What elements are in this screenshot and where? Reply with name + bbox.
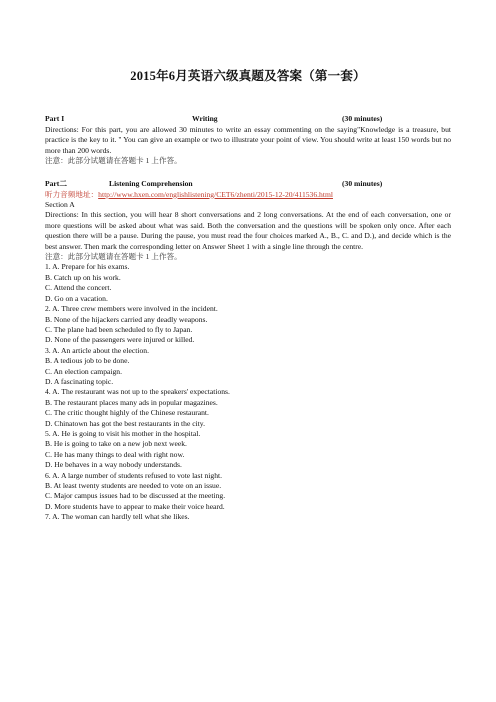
part2-time: (30 minutes) [342,178,383,188]
part1-time: (30 minutes) [342,114,383,123]
question-line: D. None of the passengers were injured or killed. [45,335,195,345]
question-line: 4. A. The restaurant was not up to the speakers' expectations. [45,387,230,397]
question-line: D. A fascinating topic. [45,376,114,386]
question-list [45,262,451,522]
question-line: C. Attend the concert. [45,283,112,293]
question-line: B. None of the hijackers carried any deadly weapons. [45,314,208,324]
audio-link[interactable]: http://www.hxen.com/englishlistening/CET6/zhenti/2015-12-20/411536.html [98,189,333,199]
page-title: 2015年6月英语六级真题及答案（第一套） [130,69,366,83]
part2-name: Listening Comprehension [109,178,193,188]
question-line: B. The restaurant places many ads in popular magazines. [45,397,218,407]
question-line: 3. A. An article about the election. [45,345,149,355]
question-line: D. Go on a vacation. [45,293,108,303]
part2-header [45,179,451,190]
question-line: B. At least twenty students are needed to vote on an issue. [45,481,222,490]
part1-note: 注意：此部分试题请在答题卡 1 上作答。 [45,156,182,166]
part1-header [45,114,451,125]
question-line: D. More students have to appear to make their voice heard. [45,501,225,511]
part1-name: Writing [192,114,218,123]
question-line: C. The plane had been scheduled to fly to Japan. [45,324,193,334]
question-line: C. An election campaign. [45,366,122,376]
question-line: B. Catch up on his work. [45,272,121,282]
question-line: C. Major campus issues had to be discussed at the meeting. [45,491,226,501]
part1-directions: Directions: For this part, you are allowed 30 minutes to write an essay commenting on the saying"Knowledge is a treasure, but practice is the key to it. " You can give an example or two to illustrate your point of view. You should write at least 150 words but no more than 200 words. [45,125,451,155]
question-line: 7. A. The woman can hardly tell what she likes. [45,512,190,522]
question-line: 1. A. Prepare for his exams. [45,262,130,272]
audio-link-line [45,190,451,200]
question-line: 5. A. He is going to visit his mother in the hospital. [45,428,201,438]
part1-label: Part I [45,114,65,123]
question-line: C. He has many things to deal with right now. [45,449,185,459]
question-line: B. A tedious job to be done. [45,356,130,366]
question-line: B. He is going to take on a new job next week. [45,439,187,449]
part2-note: 注意：此部分试题请在答题卡 1 上作答。 [45,252,182,262]
section-a-heading: Section A [45,200,75,210]
audio-link-prefix: 听力音频地址： [45,189,99,199]
question-line: D. He behaves in a way nobody understands. [45,460,182,470]
part2-directions: Directions: In this section, you will hear 8 short conversations and 2 long conversations. At the end of each conversation, one or more questions will be asked about what was said. Both the conversation and the questions will be spoken only once. After each question there will be a pause. During the pause, you must read the four choices marked A., B., C. and D.), and decide which is the best answer. Then mark the corresponding letter on Answer Sheet 1 with a single line through the centre. [45,210,451,251]
question-line: 2. A. Three crew members were involved in the incident. [45,304,218,314]
question-line: C. The critic thought highly of the Chinese restaurant. [45,408,209,418]
part2-label: Part二 [45,178,67,188]
document-body [45,112,451,523]
question-line: D. Chinatown has got the best restaurants in the city. [45,418,205,428]
question-line: 6. A. A large number of students refused to vote last night. [45,470,223,480]
